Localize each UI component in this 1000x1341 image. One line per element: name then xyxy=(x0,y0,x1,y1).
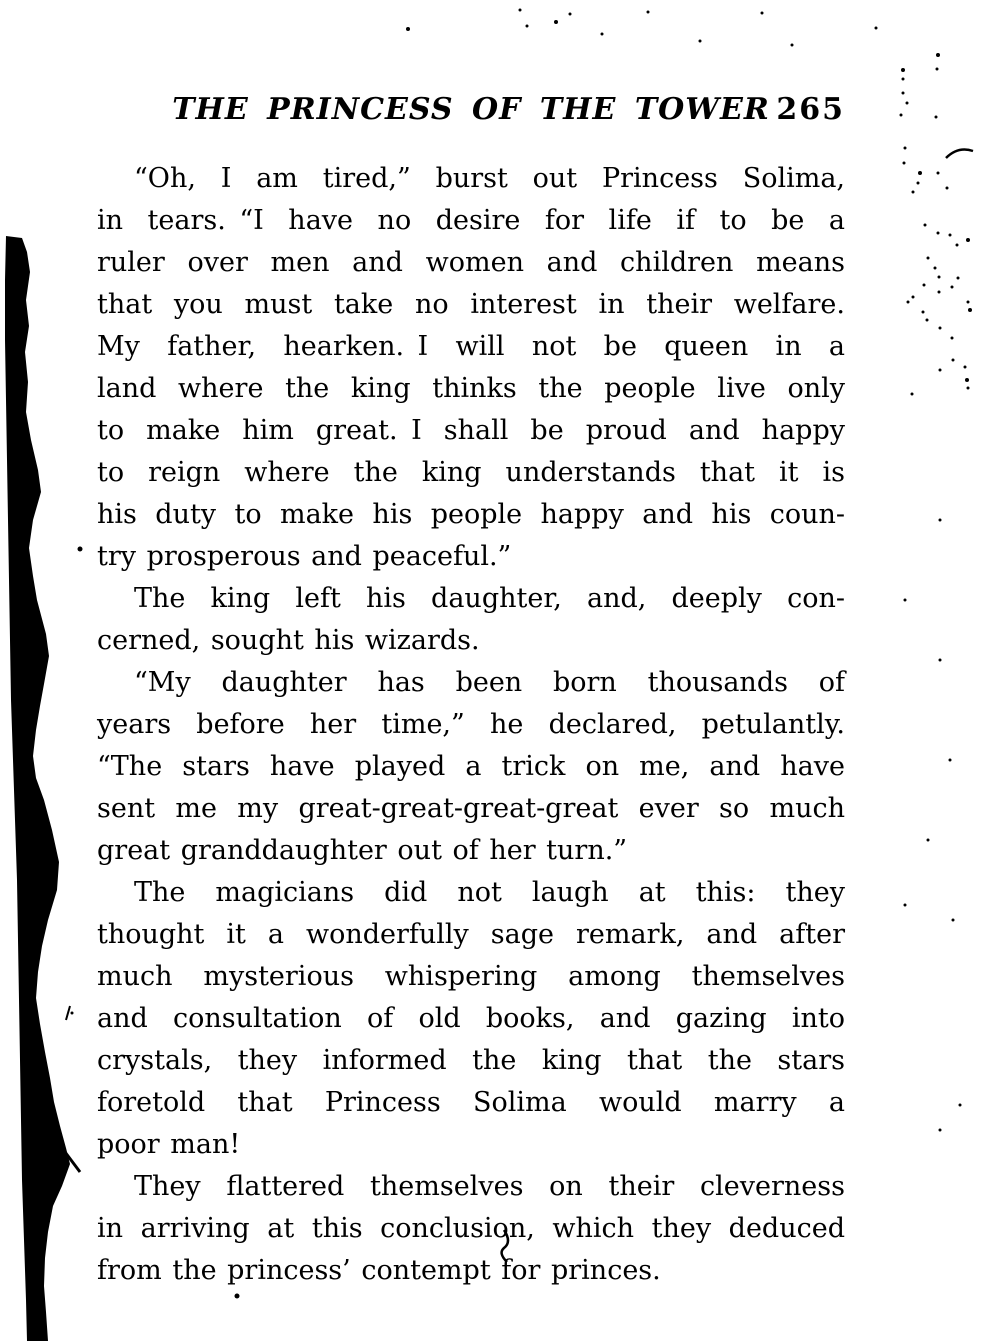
running-title: THE PRINCESS OF THE TOWER xyxy=(172,92,770,127)
text-line: in arriving at this conclusion, which they deduced xyxy=(97,1213,845,1244)
text-line: crystals, they informed the king that the stars xyxy=(97,1045,845,1076)
text-line: sent me my great-great-great-great ever so much xyxy=(97,793,845,824)
paragraph xyxy=(97,662,845,872)
text-line: to make him great. I shall be proud and happy xyxy=(97,415,845,446)
text-line: “Oh, I am tired,” burst out Princess Solima, xyxy=(134,163,845,194)
text-line: foretold that Princess Solima would marry a xyxy=(97,1087,845,1118)
body-text xyxy=(97,158,845,1292)
text-line: The king left his daughter, and, deeply con- xyxy=(134,583,845,614)
text-line: thought it a wonderfully sage remark, and after xyxy=(97,919,845,950)
text-line: much mysterious whispering among themselves xyxy=(97,961,845,992)
paragraph xyxy=(97,158,845,578)
text-line: “The stars have played a trick on me, and have xyxy=(97,751,845,782)
text-line: My father, hearken. I will not be queen in a xyxy=(97,331,845,362)
paragraph xyxy=(97,1166,845,1292)
binding-ink-whisker xyxy=(62,1148,80,1172)
text-line: try prosperous and peaceful.” xyxy=(97,541,512,572)
text-line: and consultation of old books, and gazing into xyxy=(97,1003,845,1034)
text-line: great granddaughter out of her turn.” xyxy=(97,835,628,866)
binding-ink-artifact xyxy=(5,236,70,1341)
text-line: They flattered themselves on their cleverness xyxy=(134,1171,845,1202)
text-line: “My daughter has been born thousands of xyxy=(134,667,845,698)
pen-mark xyxy=(946,150,973,158)
page-header xyxy=(97,92,845,132)
text-line: in tears. “I have no desire for life if to be a xyxy=(97,205,845,236)
text-line: cerned, sought his wizards. xyxy=(97,625,480,656)
text-line: his duty to make his people happy and his coun- xyxy=(97,499,845,530)
text-line: poor man! xyxy=(97,1129,241,1160)
text-line: from the princess’ contempt for princes. xyxy=(97,1255,661,1286)
text-line: ruler over men and women and children means xyxy=(97,247,845,278)
paragraph xyxy=(97,872,845,1166)
text-line: years before her time,” he declared, petulantly. xyxy=(97,709,845,740)
text-line: that you must take no interest in their welfare. xyxy=(97,289,845,320)
page-number: 265 xyxy=(776,92,845,127)
text-line: land where the king thinks the people live only xyxy=(97,373,845,404)
paragraph xyxy=(97,578,845,662)
text-line: The magicians did not laugh at this: they xyxy=(134,877,845,908)
margin-tick xyxy=(66,1006,70,1020)
text-line: to reign where the king understands that it is xyxy=(97,457,845,488)
